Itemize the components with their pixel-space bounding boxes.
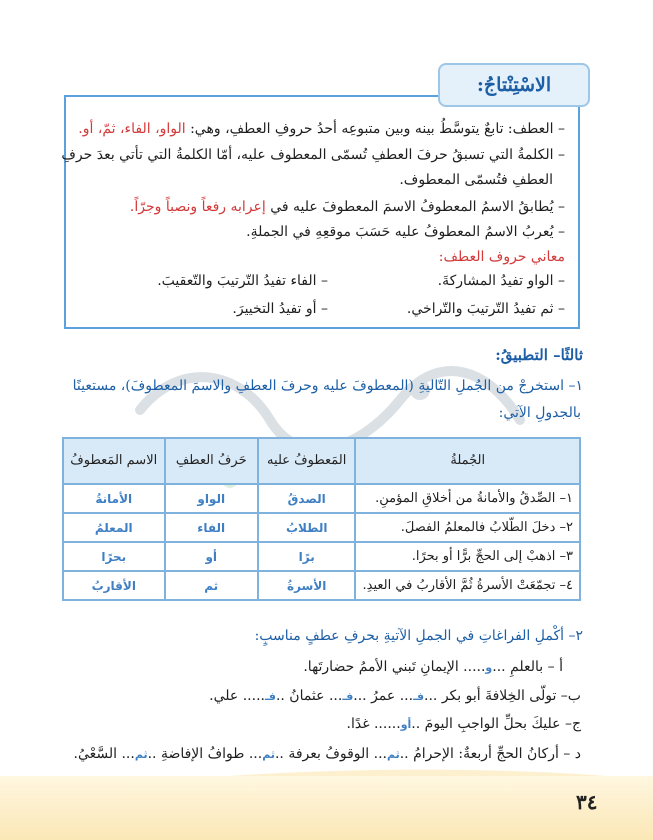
sentence-part: ب– تولّى الخِلافةَ أبو بكر ...: [424, 688, 581, 704]
conclusion-line-3: العطفِ فتُسمّى المعطوف.: [399, 172, 553, 188]
antecedent-cell: الصدقُ: [258, 484, 356, 513]
conclusion-title: الاسْتِنْتاجُ:: [476, 74, 552, 96]
definition-text: – العطف: تابعٌ يتوسَّطُ بينه وبين متبوعِه أحدُ حروفِ العطفِ، وهي:: [185, 121, 565, 137]
antecedent-cell: الطلابُ: [258, 513, 356, 542]
answer-text: و: [485, 661, 493, 674]
sentence-cell: ٤– تجمّعَتْ الأسرةُ ثُمَّ الأقاربُ في العيدِ.: [355, 571, 580, 600]
conjoined-cell: الأمانةُ: [63, 484, 165, 513]
header-antecedent: المَعطوفُ عليه: [258, 438, 356, 484]
fill-sentence-a: [303, 657, 563, 678]
conjunction-cell: أو: [165, 542, 258, 571]
sentence-part: ... السَّعْيُ.: [73, 746, 135, 762]
sentence-cell: ١– الصِّدقُ والأمانةُ من أخلاقِ المؤمنِ.: [355, 484, 580, 513]
sentence-part: ..... علي.: [209, 688, 265, 704]
question-1-line-2: بالجدولِ الآتي:: [498, 405, 581, 421]
conjoined-cell: بحرًا: [63, 542, 165, 571]
fill-sentence-b: [209, 686, 581, 707]
conjoined-cell: المعلمُ: [63, 513, 165, 542]
table-row: [63, 513, 580, 542]
header-sentence: الجُملةُ: [355, 438, 580, 484]
answer-text: ثم: [134, 748, 148, 761]
table-row: [63, 571, 580, 600]
answer-text: فـ: [264, 690, 276, 703]
answer-table: [62, 437, 581, 601]
answer-text: ثم: [386, 748, 400, 761]
sentence-part: ...... غدًا.: [346, 716, 401, 732]
antecedent-cell: برًا: [258, 542, 356, 571]
header-conjunction: حَرفُ العطفِ: [165, 438, 258, 484]
sentence-part: ... عمرُ ...: [353, 688, 414, 704]
question-2-title: ٢– أكْملِ الفراغاتِ في الجملِ الآتيةِ بحرفِ عطفٍ مناسبٍ:: [254, 628, 583, 644]
page-number: ٣٤: [576, 790, 598, 814]
conjunction-cell: الواو: [165, 484, 258, 513]
question-1-line-1: ١– استخرجْ من الجُملِ التّاليةِ (المعطوفَ عليه وحرفَ العطفِ والاسمَ المعطوفَ)، مستعينًا: [72, 378, 583, 394]
conclusion-line-1: [78, 119, 565, 139]
conjoined-cell: الأقاربُ: [63, 571, 165, 600]
conclusion-line-5: – يُعربُ الاسمُ المعطوفُ عليه حَسَبَ موقعِهِ في الجملةِ.: [246, 224, 565, 240]
sentence-cell: ٣– اذهبْ إلى الحجِّ برًّا أو بحرًا.: [355, 542, 580, 571]
conjunction-cell: الفاء: [165, 513, 258, 542]
sentence-part: ... الوقوفُ بعرفة ..: [274, 746, 387, 762]
agreement-text: – يُطابقُ الاسمُ المعطوفُ الاسمَ المعطوفَ عليه في: [265, 199, 565, 215]
table-header-row: [63, 438, 580, 484]
answer-text: أو: [400, 718, 412, 731]
table-row: [63, 542, 580, 571]
agreement-cases: إعرابه رفعاً ونصباً وجرّاً.: [129, 199, 266, 215]
header-conjoined: الاسم المَعطوفُ: [63, 438, 165, 484]
conclusion-title-badge: [438, 63, 590, 107]
sentence-part: ج– عليكَ بحلِّ الواجبِ اليومَ ..: [411, 716, 581, 732]
meaning-waw: – الواو تفيدُ المشاركةَ.: [437, 273, 565, 289]
conjunctions-list: الواو، الفاء، ثمّ، أو.: [78, 121, 186, 137]
conjunction-cell: ثم: [165, 571, 258, 600]
fill-sentence-c: [347, 714, 581, 735]
table-row: [63, 484, 580, 513]
meaning-aw: – أو تفيدُ التخييرَ.: [232, 301, 328, 317]
sentence-part: ... طوافُ الإفاضةِ ..: [147, 746, 263, 762]
answer-text: فـ: [342, 690, 354, 703]
page-footer-band: [0, 776, 653, 840]
conclusion-line-2: – الكلمةُ التي تسبقُ حرفَ العطفِ تُسمّى المعطوف عليه، أمّا الكلمةُ التي تأتي بعدَ حرفِ: [61, 147, 565, 163]
antecedent-cell: الأسرةُ: [258, 571, 356, 600]
application-title: ثالثًا– التطبيقُ:: [495, 346, 583, 364]
conclusion-line-4: [130, 197, 565, 217]
sentence-part: أ – بالعلمِ ...: [492, 659, 563, 675]
sentence-part: ..... الإيمانِ تَبني الأممُ حضارتَها.: [303, 659, 486, 675]
meaning-fa: – الفاء تفيدُ التّرتيبَ والتّعقيبَ.: [157, 273, 328, 289]
meaning-thumma: – ثم تفيدُ التّرتيبَ والتّراخي.: [406, 301, 565, 317]
sentence-cell: ٢– دخلَ الطّلابُ فالمعلمُ الفصلَ.: [355, 513, 580, 542]
meanings-title: معاني حروف العطف:: [438, 249, 565, 265]
sentence-part: ... عثمانُ ..: [275, 688, 343, 704]
sentence-part: د – أركانُ الحجِّ أربعةٌ: الإحرامُ ..: [399, 746, 581, 762]
answer-text: فـ: [413, 690, 425, 703]
answer-text: ثم: [262, 748, 275, 761]
